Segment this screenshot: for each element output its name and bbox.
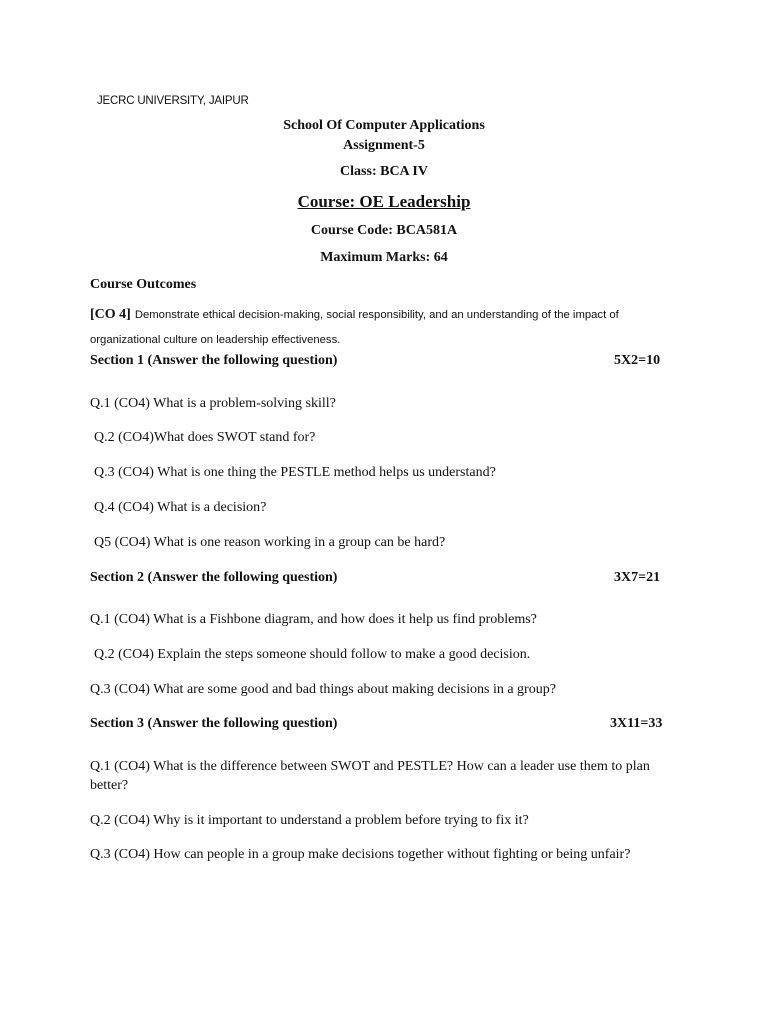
- section-1-marks: 5X2=10: [614, 353, 661, 368]
- section-1-title: Section 1 (Answer the following question): [90, 353, 338, 368]
- question-item: Q5 (CO4) What is one reason working in a group can be hard?: [94, 535, 446, 550]
- question-item: Q.3 (CO4) How can people in a group make decisions together without fighting or being unfair?: [90, 847, 631, 862]
- school-name: School Of Computer Applications: [283, 118, 485, 133]
- assignment-number: Assignment-5: [343, 138, 425, 153]
- course-outcome-co4: [90, 302, 680, 352]
- question-item: Q.2 (CO4)What does SWOT stand for?: [94, 430, 316, 445]
- question-item: Q.4 (CO4) What is a decision?: [94, 500, 267, 515]
- question-item: Q.2 (CO4) Explain the steps someone should follow to make a good decision.: [94, 647, 531, 662]
- question-item: Q.3 (CO4) What are some good and bad things about making decisions in a group?: [90, 682, 556, 697]
- question-item: Q.2 (CO4) Why is it important to understand a problem before trying to fix it?: [90, 813, 529, 828]
- question-item: Q.1 (CO4) What is a Fishbone diagram, and how does it help us find problems?: [90, 612, 537, 627]
- university-name: JECRC UNIVERSITY, JAIPUR: [97, 95, 249, 107]
- section-2-marks: 3X7=21: [614, 570, 661, 585]
- question-item: Q.1 (CO4) What is the difference between SWOT and PESTLE? How can a leader use them to plan better?: [90, 759, 650, 793]
- class-label: Class: BCA IV: [340, 164, 428, 179]
- course-outcomes-heading: Course Outcomes: [90, 277, 197, 292]
- course-outcome-text: Demonstrate ethical decision-making, social responsibility, and an understanding of the impact of organizational culture on leadership effectiveness.: [90, 309, 619, 346]
- course-code: Course Code: BCA581A: [310, 223, 458, 238]
- section-3-marks: 3X11=33: [610, 716, 663, 731]
- section-2-title: Section 2 (Answer the following question): [90, 570, 338, 585]
- question-item: Q.1 (CO4) What is a problem-solving skill?: [90, 396, 336, 411]
- course-outcome-label: [CO 4]: [90, 307, 131, 322]
- maximum-marks: Maximum Marks: 64: [320, 250, 448, 265]
- question-item: Q.3 (CO4) What is one thing the PESTLE method helps us understand?: [94, 465, 496, 480]
- section-3-title: Section 3 (Answer the following question): [90, 716, 338, 731]
- course-title: Course: OE Leadership: [297, 192, 471, 211]
